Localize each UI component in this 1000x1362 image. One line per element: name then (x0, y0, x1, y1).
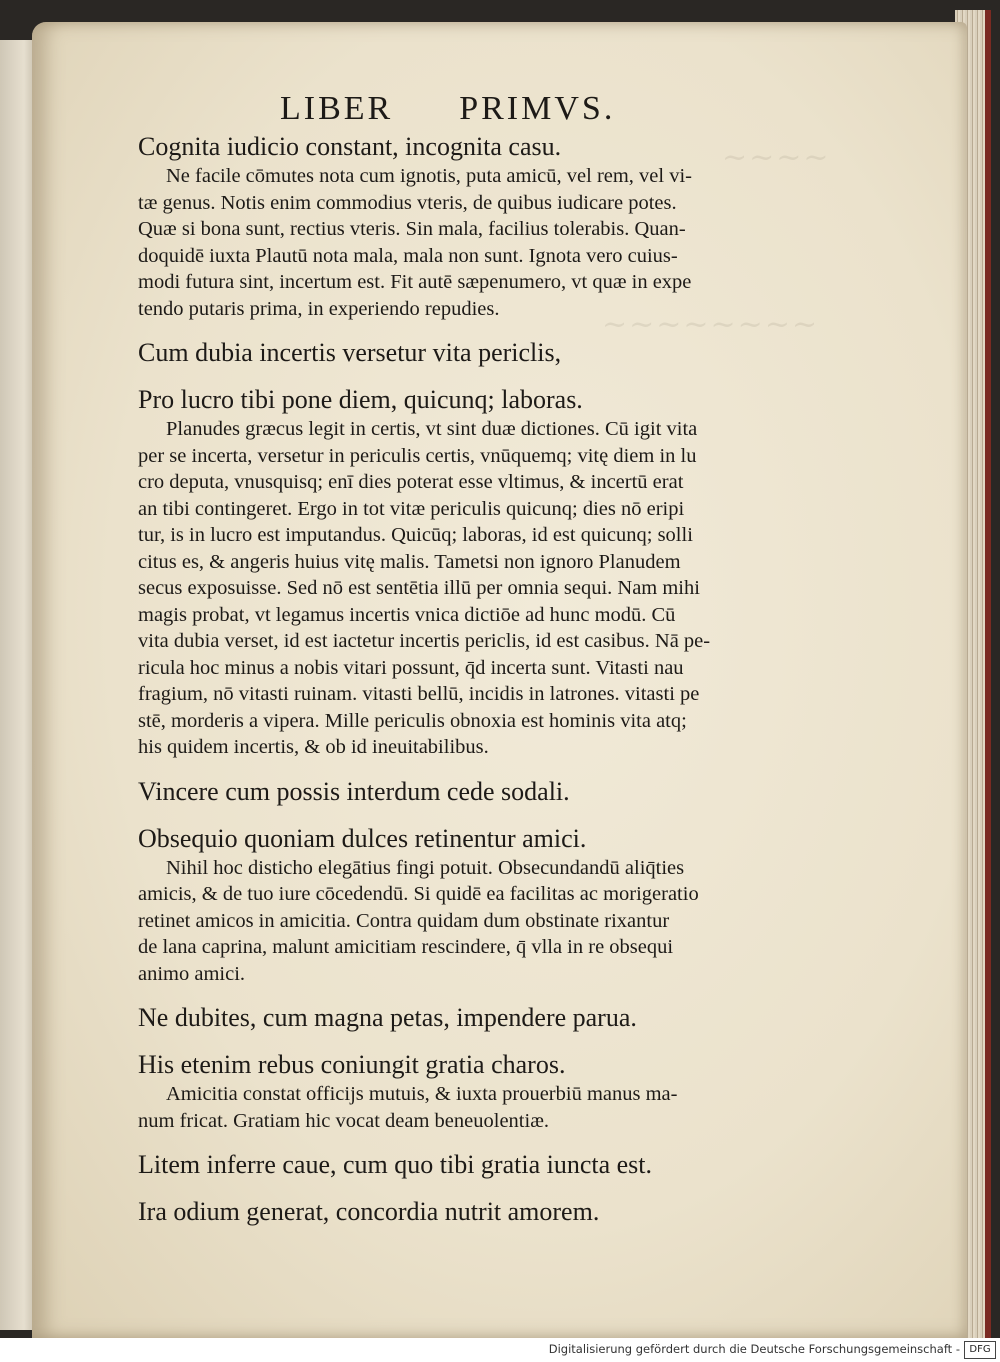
running-head-right: PRIMVS. (459, 90, 616, 127)
commentary-paragraph (138, 163, 780, 322)
commentary-line: his quidem incertis, & ob id ineuitabilibus. (138, 736, 489, 758)
footer-bar (0, 1338, 1000, 1362)
commentary-line: secus exposuisse. Sed nō est sentētia illū per omnia sequi. Nam mihi (138, 577, 700, 599)
commentary-line: citus es, & angeris huius vitę malis. Tametsi non ignoro Planudem (138, 550, 681, 573)
verse-line: Ira odium generat, concordia nutrit amorem. (138, 1197, 600, 1226)
verse-line: His etenim rebus coniungit gratia charos. (138, 1050, 566, 1079)
commentary-line: per se incerta, versetur in periculis certis, vnūquemq; vitę diem in lu (138, 444, 697, 467)
commentary-line: tur, is in lucro est imputandus. Quicūq; laboras, id est quicunq; solli (138, 524, 693, 546)
verse-line: Obsequio quoniam dulces retinentur amici. (138, 823, 587, 853)
running-head-left: LIBER (280, 90, 394, 127)
commentary-line: modi futura sint, incertum est. Fit autē sæpenumero, vt quæ in expe (138, 271, 692, 293)
verse-line: Vincere cum possis interdum cede sodali. (138, 776, 570, 806)
commentary-line: ricula hoc minus a nobis vitari possunt, q̄d incerta sunt. Vitasti nau (138, 656, 684, 679)
commentary-line: magis probat, vt legamus incertis vnica dictiōe ad hunc modū. Cū (138, 603, 676, 626)
commentary-line: fragium, nō vitasti ruinam. vitasti bellū, incidis in latrones. vitasti pe (138, 683, 700, 705)
commentary-paragraph (138, 1081, 780, 1134)
commentary-line: stē, morderis a vipera. Mille periculis obnoxia est hominis vita atq; (138, 709, 687, 732)
verse-line: Cognita iudicio constant, incognita casu. (138, 132, 562, 161)
commentary-line: num fricat. Gratiam hic vocat deam beneuolentiæ. (138, 1109, 549, 1132)
commentary-line: de lana caprina, malunt amicitiam rescindere, q̄ vlla in re obsequi (138, 936, 674, 958)
commentary-line: cro deputa, vnusquisq; enī dies poterat esse vltimus, & incertū erat (138, 471, 684, 493)
commentary-line: vita dubia verset, id est iactetur incertis periclis, id est casibus. Nā pe- (138, 630, 711, 652)
commentary-paragraph (138, 416, 780, 761)
commentary-line: retinet amicos in amicitia. Contra quidam dum obstinate rixantur (138, 909, 670, 932)
show-through-text: ~~~~ (722, 140, 831, 175)
page-text (138, 90, 780, 1228)
text-blocks (138, 130, 780, 1228)
commentary-line: an tibi contingeret. Ergo in tot vitæ periculis quicunq; dies nō eripi (138, 497, 685, 520)
commentary-line: tendo putaris prima, in experiendo repudies. (138, 297, 500, 320)
commentary-line: amicis, & de tuo iure cōcedendū. Si quidē ea facilitas ac morigeratio (138, 883, 699, 905)
commentary-line: Ne facile cōmutes nota cum ignotis, puta amicū, vel rem, vel vi- (166, 165, 693, 187)
verse-line: Cum dubia incertis versetur vita periclis, (138, 338, 562, 367)
show-through-text: ~~~~~~~~ (602, 307, 820, 342)
commentary-line: Nihil hoc disticho elegātius fingi potuit. Obsecundandū aliq̄ties (166, 856, 685, 879)
commentary-line: Amicitia constat officijs mutuis, & iuxta prouerbiū manus ma- (166, 1083, 678, 1105)
commentary-line: Quæ si bona sunt, rectius vteris. Sin mala, facilius tolerabis. Quan- (138, 218, 686, 240)
commentary-line: animo amici. (138, 962, 246, 985)
commentary-line: doquidē iuxta Plautū nota mala, mala non sunt. Ignota vero cuius- (138, 244, 678, 267)
commentary-line: Planudes græcus legit in certis, vt sint duæ dictiones. Cū igit vita (166, 418, 698, 440)
commentary-paragraph (138, 855, 780, 988)
dfg-logo: DFG (964, 1341, 996, 1359)
verse-line: Pro lucro tibi pone diem, quicunq; laboras. (138, 385, 583, 414)
funding-credit: Digitalisierung gefördert durch die Deutsche Forschungsgemeinschaft - (548, 1342, 960, 1356)
verse-line: Ne dubites, cum magna petas, impendere parua. (138, 1003, 637, 1032)
verse-line: Litem inferre caue, cum quo tibi gratia iuncta est. (138, 1150, 653, 1179)
commentary-line: tæ genus. Notis enim commodius vteris, de quibus iudicare potes. (138, 191, 677, 214)
running-head (138, 90, 780, 128)
